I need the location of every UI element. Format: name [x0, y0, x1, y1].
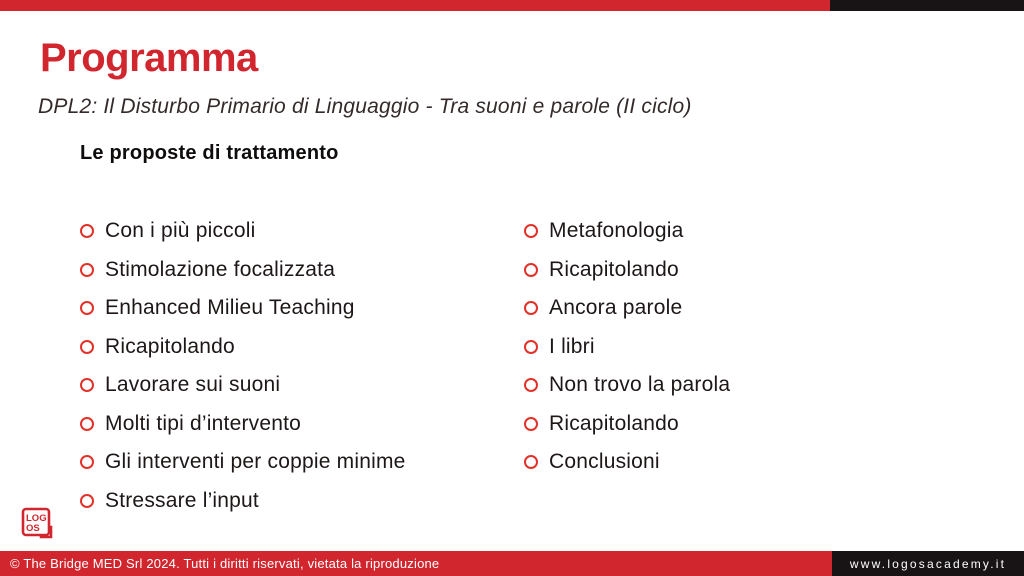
top-bar-black-segment — [830, 0, 1024, 11]
list-item-label: Non trovo la parola — [549, 373, 731, 397]
list-item — [524, 328, 730, 367]
bullet-list-right — [524, 212, 730, 482]
list-item-label: Ricapitolando — [549, 411, 679, 435]
list-item — [80, 251, 406, 290]
list-item-label: Stimolazione focalizzata — [105, 257, 336, 281]
list-item — [80, 212, 406, 251]
list-item — [524, 212, 730, 251]
top-bar-red-segment — [0, 0, 830, 11]
slide-title: Programma — [40, 36, 258, 80]
list-item-label: Ricapitolando — [549, 257, 679, 281]
circle-bullet-icon — [524, 340, 538, 354]
list-item-label: Ancora parole — [549, 296, 683, 320]
circle-bullet-icon — [80, 301, 94, 315]
list-item-label: I libri — [549, 334, 595, 358]
bullet-list-left — [80, 212, 406, 520]
website-url: www.logosacademy.it — [849, 556, 1007, 571]
logo-text-line2: OS — [26, 523, 40, 534]
list-item — [524, 251, 730, 290]
circle-bullet-icon — [80, 494, 94, 508]
list-item-label: Stressare l’input — [105, 488, 259, 512]
list-item-label: Ricapitolando — [105, 334, 235, 358]
list-item — [80, 405, 406, 444]
circle-bullet-icon — [524, 417, 538, 431]
list-item — [524, 366, 730, 405]
top-accent-bar — [0, 0, 1024, 11]
circle-bullet-icon — [524, 455, 538, 469]
list-item — [80, 443, 406, 482]
list-item-label: Con i più piccoli — [105, 219, 256, 243]
list-item — [524, 289, 730, 328]
list-item — [524, 443, 730, 482]
circle-bullet-icon — [524, 224, 538, 238]
circle-bullet-icon — [524, 263, 538, 277]
list-item-label: Molti tipi d’intervento — [105, 411, 302, 435]
circle-bullet-icon — [80, 378, 94, 392]
list-item-label: Conclusioni — [549, 450, 660, 474]
list-item — [80, 328, 406, 367]
section-title: Le proposte di trattamento — [80, 142, 339, 164]
circle-bullet-icon — [80, 417, 94, 431]
list-item — [80, 366, 406, 405]
logos-logo — [20, 506, 56, 542]
list-item — [80, 482, 406, 521]
copyright-text: © The Bridge MED Srl 2024. Tutti i diritti riservati, vietata la riproduzione — [10, 556, 440, 571]
list-item-label: Enhanced Milieu Teaching — [105, 296, 355, 320]
list-item-label: Gli interventi per coppie minime — [105, 450, 406, 474]
list-item — [524, 405, 730, 444]
list-item — [80, 289, 406, 328]
slide-subtitle: DPL2: Il Disturbo Primario di Linguaggio - Tra suoni e parole (II ciclo) — [38, 95, 692, 118]
website-box — [832, 551, 1024, 576]
logo-text-line1: LOG — [26, 513, 47, 524]
circle-bullet-icon — [80, 224, 94, 238]
circle-bullet-icon — [524, 378, 538, 392]
circle-bullet-icon — [80, 340, 94, 354]
list-item-label: Lavorare sui suoni — [105, 373, 281, 397]
list-item-label: Metafonologia — [549, 219, 684, 243]
circle-bullet-icon — [524, 301, 538, 315]
circle-bullet-icon — [80, 263, 94, 277]
circle-bullet-icon — [80, 455, 94, 469]
